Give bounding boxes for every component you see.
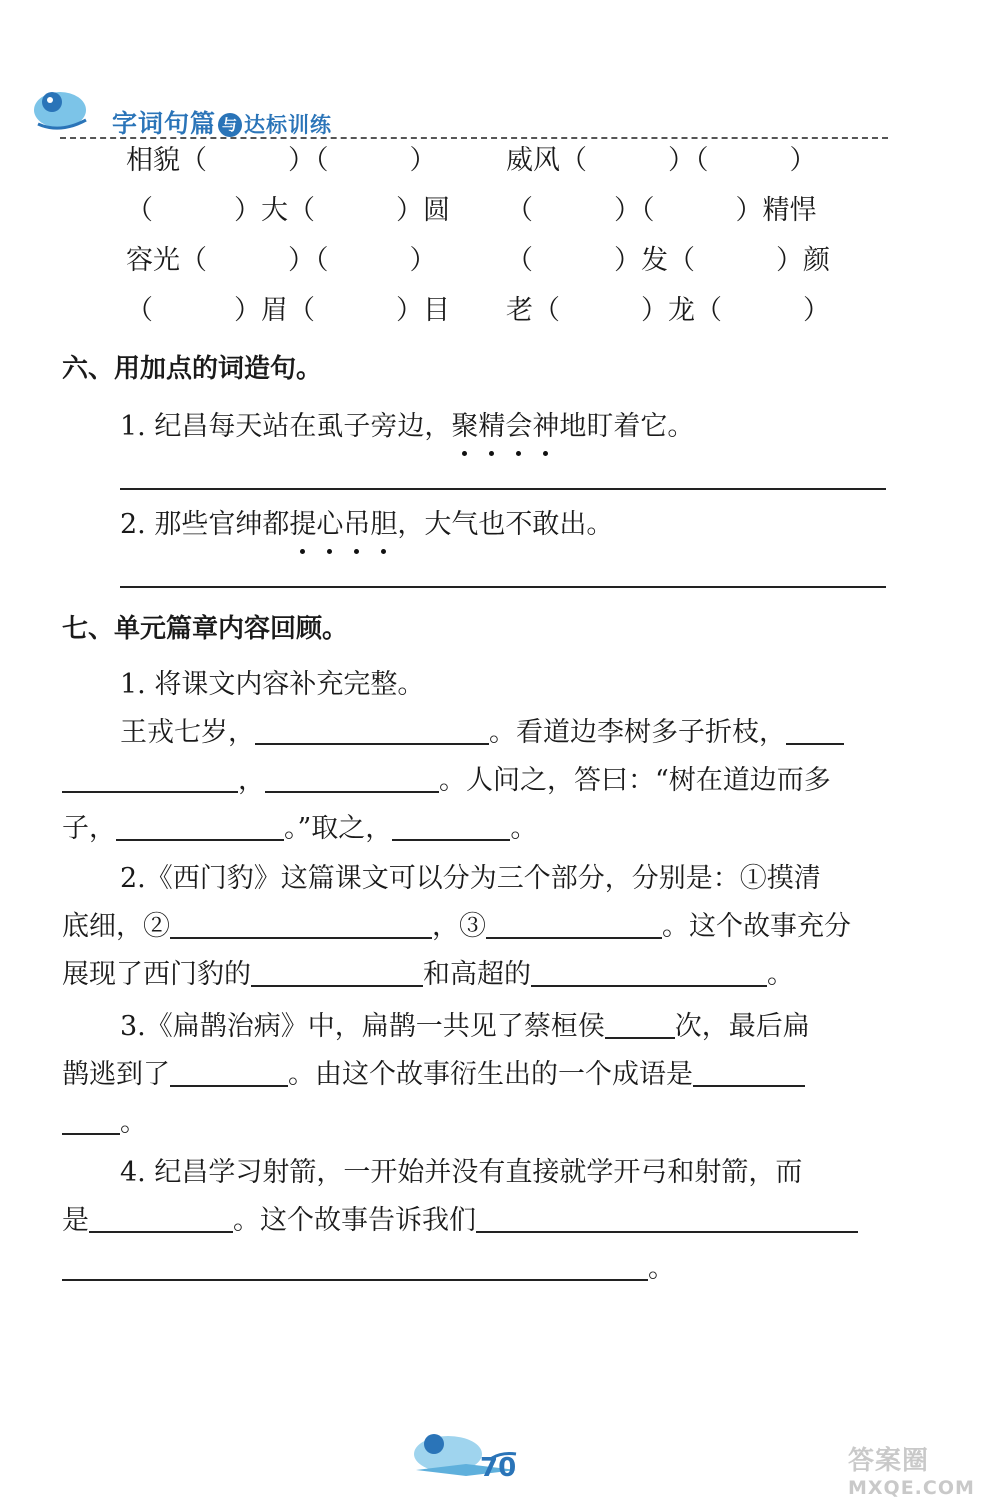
header-divider xyxy=(60,137,888,139)
section-7-q4-line-2: 是 。这个故事告诉我们 xyxy=(62,1204,858,1238)
section-6-q1: 1. 纪昌每天站在虱子旁边，聚精会神地盯着它。 xyxy=(120,411,695,442)
blank-q1-b-start[interactable] xyxy=(786,717,844,745)
idiom-left-1: 相貌（ ）（ ） xyxy=(126,145,437,176)
blank-q2-part3[interactable] xyxy=(486,911,662,939)
idiom-right-3: （ ）发（ ）颜 xyxy=(506,245,830,276)
section-7-q3-line-2: 鹊逃到了 。由这个故事衍生出的一个成语是 xyxy=(62,1058,805,1092)
blank-q1-d[interactable] xyxy=(116,813,284,841)
section-7-q2-line-1: 2.《西门豹》这篇课文可以分为三个部分，分别是：①摸清 xyxy=(120,863,821,894)
section-7-q3-line-1: 3.《扁鹊治病》中，扁鹊一共见了蔡桓侯 次，最后扁 xyxy=(120,1011,810,1042)
answer-line-6-2[interactable] xyxy=(120,586,886,588)
blank-q1-b-end[interactable] xyxy=(62,765,238,793)
blank-q2-quality-1[interactable] xyxy=(251,959,423,987)
section-7-q1-line-1: 王戎七岁， 。看道边李树多子折枝， xyxy=(120,716,844,750)
blank-q1-c[interactable] xyxy=(265,765,439,793)
section-7-q2-line-2: 底细，② ，③ 。这个故事充分 xyxy=(62,911,851,942)
blank-q1-e[interactable] xyxy=(392,813,510,841)
mascot-logo-icon xyxy=(30,80,92,134)
idiom-left-2: （ ）大（ ）圆 xyxy=(126,195,450,226)
idiom-right-4: 老（ ）龙（ ） xyxy=(506,295,830,326)
blank-q1-a[interactable] xyxy=(255,717,489,745)
blank-q4-lesson-start[interactable] xyxy=(476,1205,858,1233)
section-6-title: 六、用加点的词造句。 xyxy=(62,354,323,384)
header-badge: 与 xyxy=(218,113,242,137)
section-7-q3-line-3: 。 xyxy=(62,1106,147,1140)
idiom-left-3: 容光（ ）（ ） xyxy=(126,245,437,276)
section-6-q2: 2. 那些官绅都提心吊胆，大气也不敢出。 xyxy=(120,509,614,540)
blank-q3-idiom-end[interactable] xyxy=(62,1107,120,1135)
blank-q3-place[interactable] xyxy=(170,1059,288,1087)
section-7-q1-title: 1. 将课文内容补充完整。 xyxy=(120,669,425,700)
section-7-q1-line-3: 子， 。”取之， 。 xyxy=(62,813,538,844)
idiom-right-2: （ ）（ ）精悍 xyxy=(506,195,817,226)
page-number: 70 xyxy=(480,1453,517,1483)
blank-q4-lesson-end[interactable] xyxy=(62,1253,648,1281)
section-7-q4-line-1: 4. 纪昌学习射箭，一开始并没有直接就学开弓和射箭，而 xyxy=(120,1157,803,1188)
watermark-logo: 答案圈 MXQE.COM xyxy=(848,1446,975,1499)
blank-q3-count[interactable] xyxy=(605,1011,675,1039)
idiom-right-1: 威风（ ）（ ） xyxy=(506,145,817,176)
blank-q4-method[interactable] xyxy=(89,1205,233,1233)
section-7-q1-line-2: ， 。人问之，答曰：“树在道边而多 xyxy=(62,764,831,798)
idiom-left-4: （ ）眉（ ）目 xyxy=(126,295,450,326)
header-title: 字词句篇 与 达标训练 xyxy=(112,109,333,138)
blank-q2-part2[interactable] xyxy=(170,911,432,939)
section-7-q2-line-3: 展现了西门豹的 和高超的 。 xyxy=(62,959,794,990)
blank-q3-idiom-start[interactable] xyxy=(693,1059,805,1087)
blank-q2-quality-2[interactable] xyxy=(531,959,767,987)
section-7-q4-line-3: 。 xyxy=(62,1252,675,1286)
answer-line-6-1[interactable] xyxy=(120,488,886,490)
section-7-title: 七、单元篇章内容回顾。 xyxy=(62,614,349,644)
